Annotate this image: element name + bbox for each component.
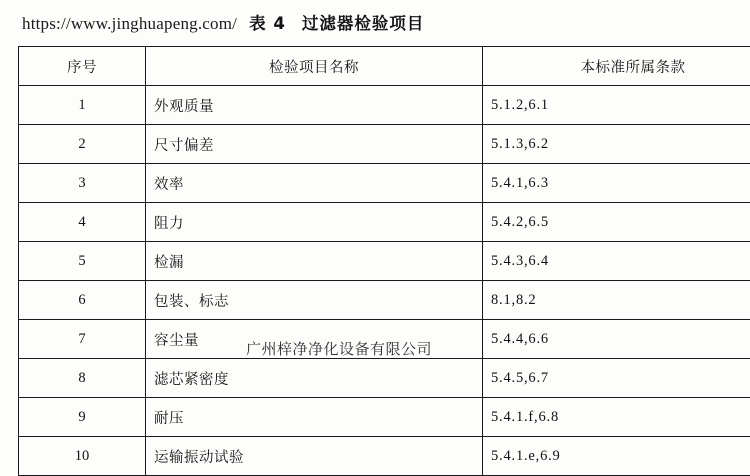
cell-item-name: 运输振动试验 (146, 437, 483, 476)
cell-clause: 5.4.4,6.6 (483, 320, 750, 359)
table-caption-title: 过滤器检验项目 (302, 14, 425, 33)
cell-no: 9 (19, 398, 146, 437)
inspection-items-table (18, 46, 750, 476)
cell-clause: 5.4.1.f,6.8 (483, 398, 750, 437)
cell-item-name: 阻力 (146, 203, 483, 242)
cell-clause: 5.1.3,6.2 (483, 125, 750, 164)
cell-clause: 5.1.2,6.1 (483, 86, 750, 125)
cell-no: 6 (19, 281, 146, 320)
table-row (19, 125, 750, 164)
cell-clause: 5.4.1,6.3 (483, 164, 750, 203)
cell-item-name: 滤芯紧密度 (146, 359, 483, 398)
table-row (19, 164, 750, 203)
table-row (19, 359, 750, 398)
table-row (19, 86, 750, 125)
cell-clause: 5.4.1.e,6.9 (483, 437, 750, 476)
column-header-item-name: 检验项目名称 (146, 47, 483, 86)
table-row (19, 281, 750, 320)
cell-no: 5 (19, 242, 146, 281)
cell-clause: 5.4.5,6.7 (483, 359, 750, 398)
cell-item-name: 包装、标志 (146, 281, 483, 320)
table-row (19, 203, 750, 242)
cell-no: 2 (19, 125, 146, 164)
cell-item-name: 效率 (146, 164, 483, 203)
table-row (19, 242, 750, 281)
cell-item-name: 检漏 (146, 242, 483, 281)
company-watermark: 广州梓净净化设备有限公司 (246, 338, 432, 359)
cell-item-name: 耐压 (146, 398, 483, 437)
cell-clause: 5.4.3,6.4 (483, 242, 750, 281)
table-head (19, 47, 750, 86)
cell-no: 8 (19, 359, 146, 398)
cell-no: 7 (19, 320, 146, 359)
source-url: https://www.jinghuapeng.com/ (22, 14, 237, 34)
cell-no: 1 (19, 86, 146, 125)
cell-clause: 5.4.2,6.5 (483, 203, 750, 242)
column-header-no: 序号 (19, 47, 146, 86)
column-header-clause: 本标准所属条款 (483, 47, 750, 86)
cell-item-name: 外观质量 (146, 86, 483, 125)
table-row (19, 398, 750, 437)
table-header-row (19, 47, 750, 86)
cell-item-name: 尺寸偏差 (146, 125, 483, 164)
cell-no: 10 (19, 437, 146, 476)
table-caption (249, 10, 424, 34)
cell-clause: 8.1,8.2 (483, 281, 750, 320)
table-row (19, 320, 750, 359)
cell-item-name: 容尘量 (146, 320, 483, 359)
table-row (19, 437, 750, 476)
table-body (19, 86, 750, 476)
cell-no: 4 (19, 203, 146, 242)
cell-no: 3 (19, 164, 146, 203)
document-header (18, 10, 732, 40)
table-caption-number: 表 4 (249, 14, 286, 33)
